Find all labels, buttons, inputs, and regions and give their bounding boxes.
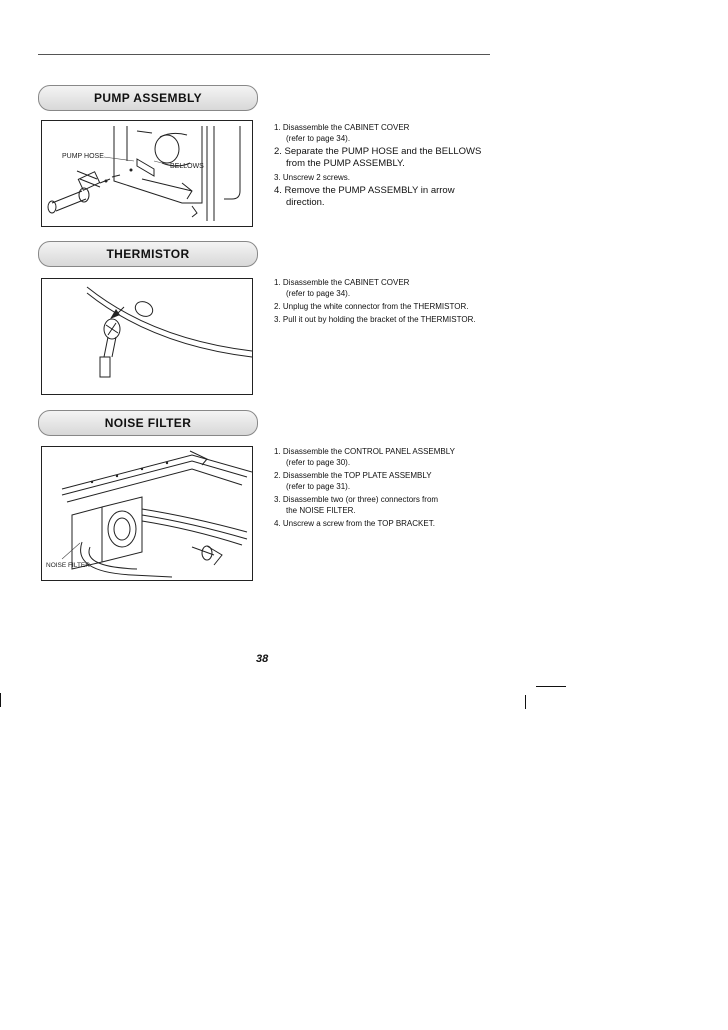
crop-mark-right — [536, 686, 566, 687]
crop-mark-center — [525, 695, 526, 709]
step — [274, 301, 504, 312]
noise-filter-illustration — [42, 447, 252, 580]
step — [274, 185, 504, 209]
thermistor-illustration — [42, 279, 252, 394]
step — [274, 122, 504, 144]
section-header-thermistor: THERMISTOR — [38, 241, 258, 267]
pump-assembly-figure — [41, 120, 253, 227]
step-text: 1. Disassemble the CONTROL PANEL ASSEMBLY — [274, 447, 455, 456]
step — [274, 146, 504, 170]
step — [274, 314, 504, 325]
step-sub: the NOISE FILTER. — [286, 506, 356, 515]
step-text: 3. Pull it out by holding the bracket of the THERMISTOR. — [274, 315, 476, 324]
step-text: 3. Disassemble two (or three) connectors from — [274, 495, 439, 504]
callout-bellows: BELLOWS — [170, 163, 204, 170]
step-text: 4. Remove the PUMP ASSEMBLY in arrow — [274, 185, 455, 196]
step-text: 1. Disassemble the CABINET COVER — [274, 123, 410, 132]
step-sub: direction. — [286, 197, 325, 208]
thermistor-steps — [274, 277, 504, 327]
noise-filter-steps — [274, 446, 504, 531]
pump-assembly-illustration — [42, 121, 252, 226]
step — [274, 470, 504, 492]
pump-assembly-steps — [274, 122, 504, 211]
page-number: 38 — [256, 653, 269, 665]
callout-pump-hose: PUMP HOSE — [62, 153, 104, 160]
callout-noise-filter: NOISE FILTER — [46, 562, 90, 569]
step-text: 2. Disassemble the TOP PLATE ASSEMBLY — [274, 471, 432, 480]
section-header-pump-assembly: PUMP ASSEMBLY — [38, 85, 258, 111]
step-text: 3. Unscrew 2 screws. — [274, 173, 351, 182]
step-text: 4. Unscrew a screw from the TOP BRACKET. — [274, 519, 435, 528]
crop-mark-left — [0, 693, 1, 707]
top-rule — [38, 54, 490, 55]
step-text: 1. Disassemble the CABINET COVER — [274, 278, 410, 287]
step-sub: from the PUMP ASSEMBLY. — [286, 158, 405, 169]
step-sub: (refer to page 30). — [286, 458, 351, 467]
step — [274, 518, 504, 529]
step — [274, 494, 504, 516]
step-sub: (refer to page 34). — [286, 289, 351, 298]
section-header-noise-filter: NOISE FILTER — [38, 410, 258, 436]
step — [274, 446, 504, 468]
thermistor-figure — [41, 278, 253, 395]
step-sub: (refer to page 31). — [286, 482, 351, 491]
step — [274, 172, 504, 183]
step-sub: (refer to page 34). — [286, 134, 351, 143]
step-text: 2. Unplug the white connector from the THERMISTOR. — [274, 302, 469, 311]
noise-filter-figure — [41, 446, 253, 581]
step-text: 2. Separate the PUMP HOSE and the BELLOWS — [274, 146, 482, 157]
step — [274, 277, 504, 299]
